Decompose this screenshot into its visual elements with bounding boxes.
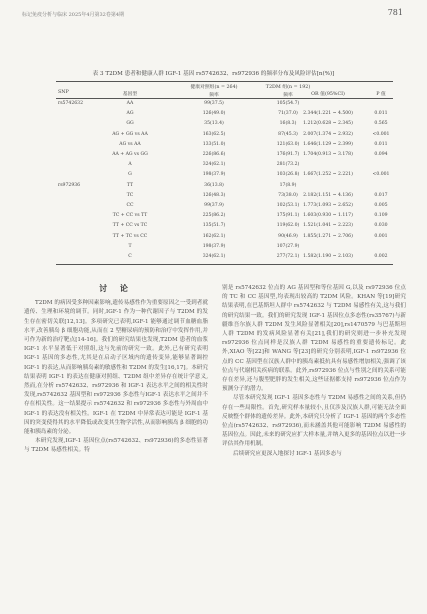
table-cell-pat: 71(37.0): [278, 111, 298, 117]
table-cell-gt: T: [128, 243, 132, 249]
table-cell-ctl: 35(13.4): [204, 121, 224, 127]
table-cell-or: 1.667(1.252 ~ 2.221): [303, 172, 353, 178]
table-cell-p: 0.011: [374, 141, 388, 147]
table-cell-pat: 90(46.9): [278, 233, 298, 239]
table-row: [56, 111, 393, 120]
table-cell-or: 1.773(1.093 ~ 2.652): [303, 203, 353, 208]
table-cell-pat: 107(27.9): [276, 243, 300, 249]
page-number: 781: [387, 8, 403, 17]
table-row: [56, 244, 393, 253]
table-cell-gt: TT + TC vs CC: [112, 233, 148, 239]
paragraph: T2DM 的病因受多种因素影响,遗传易感性作为重要原因之一受到者就遗传、生理和环境的调节。同时,IGF-1 作为一种代谢因子与 T2DM 的发生存在密切关联[12,13]。多项研究已表明,IGF-1 能够通过调节血糖血脂水平,改善胰岛 β 细胞功能,从而在 2 型糖尿病的预防和治疗中发挥作用,并可作为新的治疗靶点[14-16]。我们的研究结果也发现,T2DM 患者的血浆 IGF-1 水平显著低于对照组,这与先前的研究一致。此外,已有研究表明 IGF-1 基因的多态性,尤其是在启动子区域内的遗传变异,能够显著调控 IGF-1 的表达,从而影响胰岛素的敏感性和 T2DM 的发生[16,17]。本研究结果表明 IGF-1 的表达在健康对照组、T2DM 组中差异存在统计学意义,然而,在分析 rs5742632、rs972936 和 IGF-1 表达水平之间的相关性时发现,rs5742632 基因型和 rs972936 多态性与IGF-1 表达水平之间并不存在相关性。这一结果提示 rs5742632 和 rs972936 多态性与外周血中 IGF-1 的表达没有相关性。IGF-1 在 T2DM 中异常表达可能是 IGF-1 基因的突变使得其的水平降低或改变其生物学活性,从而影响胰岛 β 细胞的功能和胰岛素的分泌。: [24, 300, 208, 436]
table-cell-ctl: 135(51.7): [202, 223, 226, 229]
table-cell-pat: 103(26.8): [276, 172, 300, 178]
table-cell-ctl: 226(86.6): [202, 152, 226, 157]
table-cell-gt: CC: [126, 203, 134, 208]
col-header-control: 健康对照组(n = 264): [190, 85, 238, 90]
table-cell-ctl: 163(62.5): [202, 131, 226, 137]
table-cell-snp: rs972936: [58, 182, 81, 188]
table-cell-p: 0.030: [374, 223, 388, 229]
table-cell-ctl: 198(37.9): [202, 243, 226, 249]
section-title-discussion: 讨 论: [99, 283, 133, 293]
table-row: [56, 172, 393, 181]
table-header-rule: [56, 98, 393, 99]
paragraph: 本研究发现,IGF-1 基因位点(rs5742632、rs972936)的多态性显著与 T2DM 易感性相关。特: [24, 438, 208, 454]
table-cell-or: 1.582(1.190 ~ 2.103): [303, 254, 353, 259]
table-row: [56, 193, 393, 202]
table-cell-or: 1.212(0.628 ~ 2.345): [303, 121, 353, 127]
table-cell-ctl: 126(48.3): [202, 192, 226, 198]
col-header-patient-freq: 频率: [283, 93, 293, 98]
table-row: [56, 132, 393, 141]
table-cell-ctl: 126(49.0): [202, 111, 226, 117]
table-cell-ctl: 36(13.8): [204, 182, 224, 188]
table-cell-pat: 102(53.1): [276, 203, 300, 208]
table-row: [56, 213, 393, 222]
running-header: 标记免疫分析与临床 2025年4月第32卷第4期: [22, 12, 125, 18]
table-cell-ctl: 133(51.0): [202, 141, 226, 147]
table-cell-pat: 277(72.1): [276, 254, 300, 259]
col-header-patient: T2DM 组(n = 192): [265, 85, 311, 90]
table-cell-p: 0.094: [374, 152, 388, 157]
table-row: [56, 152, 393, 161]
table-cell-pat: 121(63.0): [276, 141, 300, 147]
table-cell-pat: 105(54.7): [276, 101, 300, 106]
table-top-rule: [56, 81, 393, 82]
table-cell-or: 1.646(1.129 ~ 2.399): [303, 141, 353, 147]
table-cell-ctl: 225(86.2): [202, 213, 226, 219]
col-header-or: OR 值(95%CI): [311, 92, 345, 97]
col-header-p: P 值: [376, 92, 386, 97]
table-cell-or: 2.182(1.151 ~ 4.136): [303, 192, 353, 198]
table-cell-ctl: 99(37.5): [204, 101, 224, 106]
table-cell-p: 0.002: [374, 254, 388, 259]
table-cell-gt: G: [128, 172, 132, 178]
table-row: [56, 183, 393, 192]
table-title: 表 3 T2DM 患者和健康人群 IGF-1 基因 rs5742632、rs972936 的频率分布及风险评估[n(%)]: [92, 71, 335, 77]
table-cell-or: 1.704(0.913 ~ 3.178): [303, 152, 353, 157]
table-row: [56, 223, 393, 232]
table-row: [56, 162, 393, 171]
table-cell-gt: AA + AG vs GG: [112, 152, 148, 157]
paragraph: 别是 rs5742632 位点的 AG 基因型和等位基因 G,以及 rs972936 位点的 TC 和 CC 基因型,均表现出较高的 T2DM 风险。KHAN 等[19]研究结果表明,在巴基斯坦人群中 rs5742632 与 T2DM 易感性有关,这与我们的研究结果一致。我们的研究发现 IGF-1 基因位点多态性(rs35767)与新疆维吾尔族人群 T2DM 发生风险显著相关[20],rs1470579 与巴基斯坦人群 T2DM 的发病风险显著有关[21],我们的研究则进一步补充发现 rs972936 位点同样是汉族人群 T2DM 易感性的重要遗传标记。此外,XIAO 等[22]和 WANG 等[23]的研究分别表明,IGF-1 rs972936 位点的 CC 基因型在汉族人群中的胰岛素抵抗具有易感性增加相关,强调了该位点与代谢相关疾病的联系。此外,rs972936 位点与性别之间的关系可能存在差异,还与腹型肥胖的发生相关,这些证据都支持 rs972936 位点作为预测分子的潜力。: [222, 285, 406, 393]
table-cell-ctl: 162(62.1): [202, 233, 226, 239]
table-cell-pat: 119(62.0): [276, 223, 300, 229]
table-cell-p: <0.001: [372, 131, 390, 137]
table-cell-or: 1.521(1.041 ~ 2.223): [303, 223, 353, 229]
table-row: [56, 203, 393, 212]
table-cell-pat: 73(38.0): [278, 192, 298, 198]
table-cell-p: 0.565: [374, 121, 388, 127]
table-row: [56, 101, 393, 110]
table-cell-gt: C: [128, 254, 132, 259]
table-cell-gt: AG + GG vs AA: [112, 131, 148, 137]
table-row: [56, 121, 393, 130]
table-cell-ctl: 324(62.1): [202, 254, 226, 259]
table-cell-p: <0.001: [372, 172, 390, 178]
table-cell-or: 1.855(1.271 ~ 2.706): [303, 233, 353, 239]
table-cell-gt: GG: [126, 121, 134, 127]
table-row: [56, 234, 393, 243]
table-cell-gt: TC: [126, 192, 134, 198]
table-cell-ctl: 99(37.9): [204, 203, 224, 208]
table-cell-pat: 175(91.1): [276, 213, 300, 219]
table-cell-p: 0.005: [374, 203, 388, 208]
table-cell-gt: A: [128, 162, 132, 168]
paragraph: 后续研究应更深入地探讨 IGF-1 基因多态与: [233, 450, 342, 457]
table-cell-gt: AA: [126, 101, 134, 106]
table-cell-gt: AG vs AA: [119, 141, 141, 147]
table-row: [56, 254, 393, 263]
table-cell-pat: 87(45.3): [278, 131, 298, 137]
table-bottom-rule: [56, 264, 393, 265]
table-cell-p: 0.017: [374, 192, 388, 198]
table-cell-gt: AG: [126, 111, 134, 117]
table-cell-pat: 16(8.3): [279, 121, 297, 127]
left-column: [24, 284, 208, 456]
table-cell-p: 0.011: [374, 111, 388, 117]
right-column: [222, 284, 406, 459]
table-cell-pat: 17(8.9): [279, 182, 297, 188]
col-header-snp: SNP: [58, 90, 69, 95]
table-cell-p: 0.109: [374, 213, 388, 219]
table-cell-or: 2.007(1.374 ~ 2.932): [303, 131, 353, 137]
table-cell-ctl: 198(37.9): [202, 172, 226, 178]
table-cell-gt: TC + CC vs TT: [112, 213, 148, 219]
table-cell-pat: 176(91.7): [276, 152, 300, 157]
table-cell-gt: TT: [126, 182, 134, 188]
table-cell-snp: rs5742632: [58, 101, 84, 106]
table-cell-or: 1.603(0.930 ~ 1.117): [303, 213, 353, 219]
table-cell-or: 2.344(1.221 ~ 4.500): [303, 111, 353, 117]
col-header-genotype: 基因型: [122, 92, 138, 97]
table-cell-ctl: 324(62.1): [202, 162, 226, 168]
table-cell-gt: TT + CC vs TC: [112, 223, 148, 229]
col-header-control-freq: 频率: [209, 93, 219, 98]
paragraph: 尽管本研究发现 IGF-1 基因多态性与 T2DM 易感性之间的关系,但仍存在一些局限性。首先,研究样本量较小,且仅涉及汉族人群,可能无法全面反映整个群体的遗传差异。此外,本研究只分析了 IGF-1 基因的两个多态性位点(rs5742632、rs972936),而未涵盖其他可能影响 T2DM 易感性的基因位点。因此,未来的研究应扩大样本量,并纳入更多的基因位点以进一步评估其作用机制。: [222, 395, 406, 448]
table-cell-pat: 281(73.2): [276, 162, 300, 168]
table-row: [56, 142, 393, 151]
table-cell-p: 0.001: [374, 233, 388, 239]
